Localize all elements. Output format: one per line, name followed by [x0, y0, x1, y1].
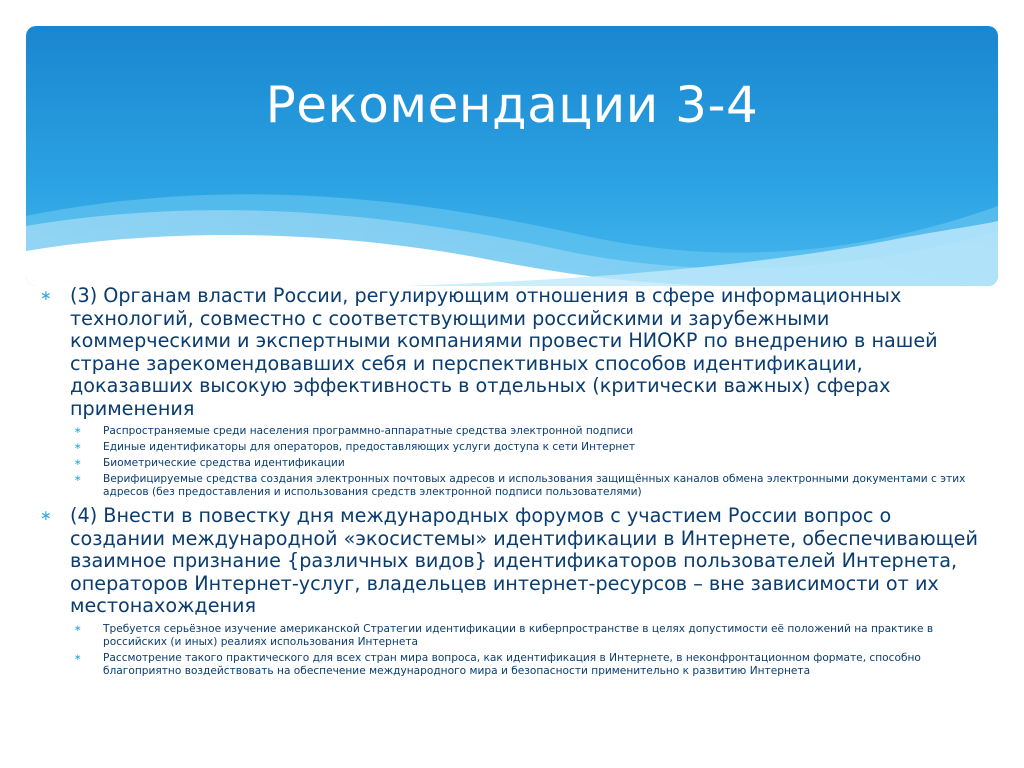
asterisk-bullet-icon: ∗	[74, 652, 82, 663]
sub-bullet-text: Единые идентификаторы для операторов, предоставляющих услуги доступа к сети Интернет	[103, 441, 636, 453]
wave-background	[26, 26, 998, 286]
sub-bullet-text: Биометрические средства идентификации	[103, 457, 345, 469]
sub-bullet-item	[40, 623, 990, 649]
sub-bullet-text: Верифицируемые средства создания электронных почтовых адресов и использования защищённых каналов обмена электронными документами с этих адресов (без предоставления и использования средств электронной подписи пользователями)	[103, 473, 966, 498]
sub-bullet-text: Рассмотрение такого практического для всех стран мира вопроса, как идентификация в Интернете, в неконфронтационном формате, способно благоприятно воздействовать на обеспечение международного мира и безопасности применительно к развитию Интернета	[103, 651, 921, 677]
bullet-text: (4) Внести в повестку дня международных форумов с участием России вопрос о создании международной «экосистемы» идентификации в Интернете, обеспечивающей взаимное признание {различных видов} идентификаторов пользователей Интернета, операторов Интернет-услуг, владельцев интернет-ресурсов – вне зависимости от их местонахождения	[70, 504, 978, 617]
asterisk-bullet-icon: ∗	[74, 426, 82, 436]
asterisk-bullet-icon: ∗	[74, 623, 82, 634]
asterisk-bullet-icon: ∗	[74, 474, 82, 484]
sub-bullet-list	[40, 623, 990, 678]
asterisk-bullet-icon: ∗	[40, 508, 52, 524]
asterisk-bullet-icon: ∗	[40, 288, 52, 304]
sub-bullet-item	[40, 457, 990, 470]
bullet-text: (3) Органам власти России, регулирующим отношения в сфере информационных технологий, совместно с соответствующими российскими и зарубежными коммерческими и экспертными компаниями провести НИОКР по внедрению в нашей стране зарекомендовавших себя и перспективных способов идентификации, доказавших высокую эффективность в отдельных (критически важных) сферах применения	[70, 284, 938, 420]
asterisk-bullet-icon: ∗	[74, 458, 82, 468]
bullet-list	[40, 285, 990, 684]
bullet-item	[40, 285, 990, 420]
asterisk-bullet-icon: ∗	[74, 442, 82, 452]
bullet-item	[40, 505, 990, 618]
sub-bullet-text: Распространяемые среди населения программно-аппаратные средства электронной подписи	[103, 425, 634, 437]
title-banner	[26, 26, 998, 286]
sub-bullet-item	[40, 473, 990, 499]
sub-bullet-item	[40, 652, 990, 678]
slide-title: Рекомендации 3-4	[265, 76, 759, 134]
sub-bullet-list	[40, 425, 990, 499]
sub-bullet-item	[40, 425, 990, 438]
sub-bullet-item	[40, 441, 990, 454]
sub-bullet-text: Требуется серьёзное изучение американской Стратегии идентификации в киберпространстве в целях допустимости её положений на практике в российских (и иных) реалиях использования Интернета	[103, 622, 934, 648]
